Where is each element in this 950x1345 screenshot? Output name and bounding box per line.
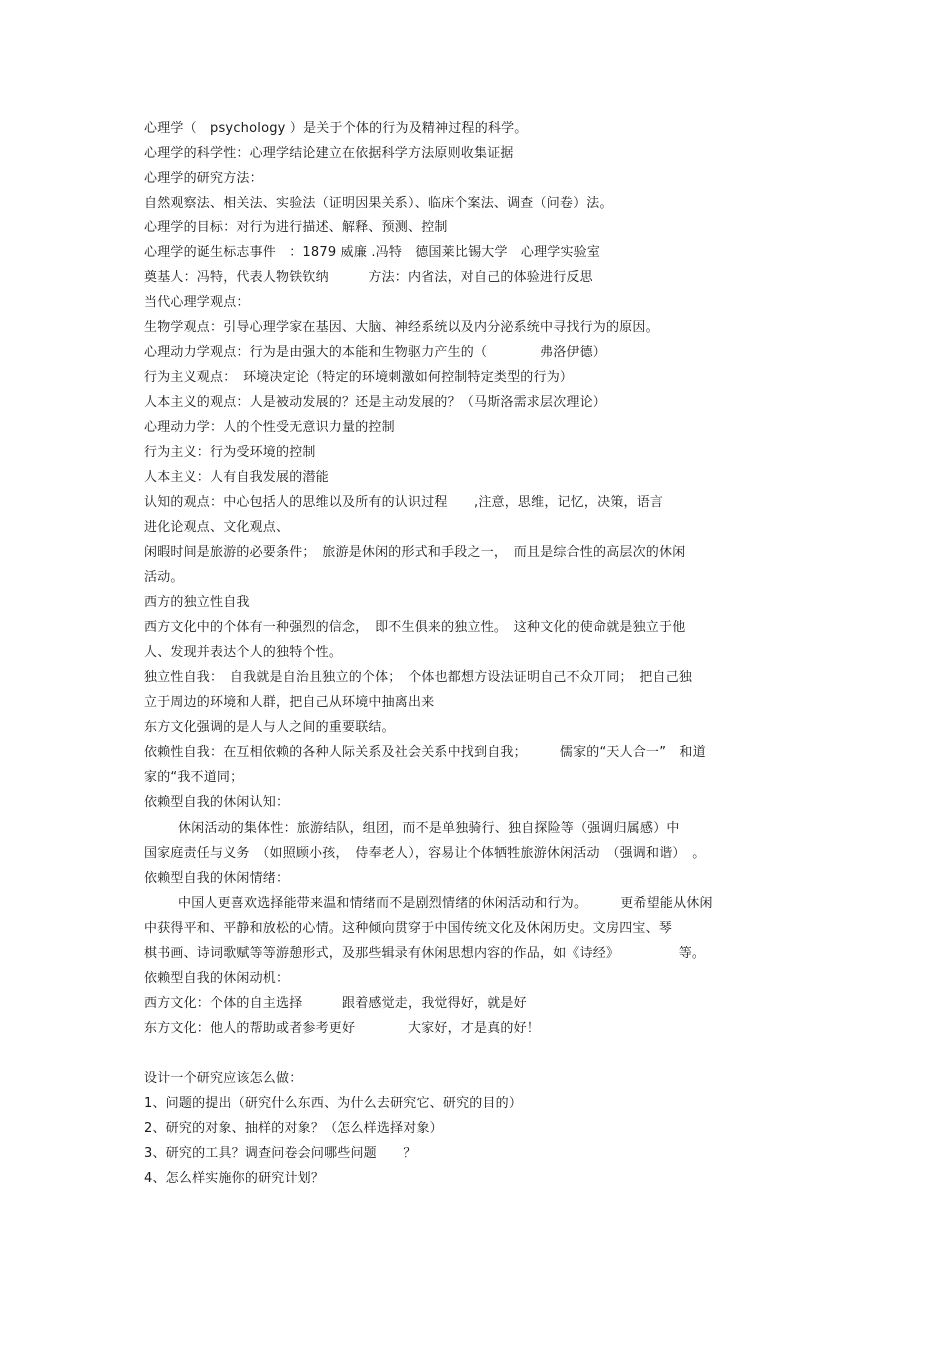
section-heading: 设计一个研究应该怎么做： [144, 1071, 303, 1086]
text-line: 东方文化：他人的帮助或者参考更好 大家好，才是真的好！ [144, 1021, 541, 1036]
text-line: 人、发现并表达个人的独特个性。 [144, 645, 343, 660]
text-line: 心理学的科学性：心理学结论建立在依据科学方法原则收集证据 [144, 146, 514, 161]
text-line: 独立性自我： 自我就是自治且独立的个体； 个体也都想方设法证明自己不众丌同； 把自己独 [144, 670, 693, 685]
text-line: 立于周边的环境和人群，把自己从环境中抽离出来 [144, 695, 435, 710]
text-line: 人本主义的观点：人是被动发展的？还是主动发展的？（马斯洛需求层次理论） [144, 395, 607, 410]
text-line: 心理学的诞生标志事件 ：1879 威廉 .冯特 德国莱比锡大学 心理学实验室 [144, 245, 601, 260]
list-item: 3、研究的工具？调查问卷会问哪些问题 ？ [144, 1146, 417, 1161]
text-line: 西方的独立性自我 [144, 595, 250, 610]
text-line: 家的“我不道同； [144, 770, 244, 785]
list-item: 1、问题的提出（研究什么东西、为什么去研究它、研究的目的） [144, 1096, 523, 1111]
text-line: 国家庭责任与义务 （如照顾小孩， 侍奉老人），容易让个体牺牲旅游休闲活动 （强调和谐） 。 [144, 846, 706, 861]
text-line: 奠基人：冯特，代表人物铁钦纳 方法：内省法，对自己的体验进行反思 [144, 270, 593, 285]
text-line: 中获得平和、平静和放松的心情。这种倾向贯穿于中国传统文化及休闲历史。文房四宝、琴 [144, 921, 673, 936]
text-line: 依赖型自我的休闲认知： [144, 795, 290, 810]
text-line: 棋书画、诗词歌赋等等游憩形式，及那些辑录有休闲思想内容的作品，如《诗经》 等。 [144, 946, 706, 961]
text-line: 休闲活动的集体性：旅游结队，组团，而不是单独骑行、独自探险等（强调归属感）中 [178, 821, 680, 836]
text-line: 依赖性自我：在互相依赖的各种人际关系及社会关系中找到自我； 儒家的“天人合一” 和道 [144, 745, 706, 760]
text-line: 行为主义：行为受环境的控制 [144, 445, 316, 460]
text-line: 进化论观点、文化观点、 [144, 520, 290, 535]
text-line: 心理动力学：人的个性受无意识力量的控制 [144, 420, 395, 435]
text-line: 西方文化：个体的自主选择 跟着感觉走，我觉得好，就是好 [144, 996, 527, 1011]
text-line: 人本主义：人有自我发展的潜能 [144, 470, 329, 485]
text-line: 中国人更喜欢选择能带来温和情绪而不是剧烈情绪的休闲活动和行为。 更希望能从休闲 [178, 896, 713, 911]
text-line: 心理学的目标：对行为进行描述、解释、预测、控制 [144, 220, 448, 235]
text-line: 心理学（ psychology ）是关于个体的行为及精神过程的科学。 [144, 121, 528, 136]
text-line: 西方文化中的个体有一种强烈的信念， 即不生俱来的独立性。 这种文化的使命就是独立于他 [144, 620, 686, 635]
text-line: 生物学观点：引导心理学家在基因、大脑、神经系统以及内分泌系统中寻找行为的原因。 [144, 320, 659, 335]
text-line: 行为主义观点： 环境决定论（特定的环境刺激如何控制特定类型的行为） [144, 370, 574, 385]
text-line: 当代心理学观点： [144, 295, 250, 310]
text-line: 活动。 [144, 570, 184, 585]
text-line: 依赖型自我的休闲动机： [144, 971, 290, 986]
text-line: 心理学的研究方法： [144, 171, 263, 186]
text-line: 认知的观点：中心包括人的思维以及所有的认识过程 ,注意，思维，记忆，决策，语言 [144, 495, 664, 510]
text-line: 自然观察法、相关法、实验法（证明因果关系）、临床个案法、调查（问卷）法。 [144, 196, 613, 211]
text-line: 东方文化强调的是人与人之间的重要联结。 [144, 720, 395, 735]
text-line: 闲暇时间是旅游的必要条件； 旅游是休闲的形式和手段之一， 而且是综合性的高层次的休闲 [144, 545, 686, 560]
text-line: 依赖型自我的休闲情绪： [144, 871, 290, 886]
text-line: 心理动力学观点：行为是由强大的本能和生物驱力产生的（ 弗洛伊德） [144, 345, 607, 360]
list-item: 2、研究的对象、抽样的对象？（怎么样选择对象） [144, 1121, 443, 1136]
list-item: 4、怎么样实施你的研究计划？ [144, 1171, 325, 1186]
